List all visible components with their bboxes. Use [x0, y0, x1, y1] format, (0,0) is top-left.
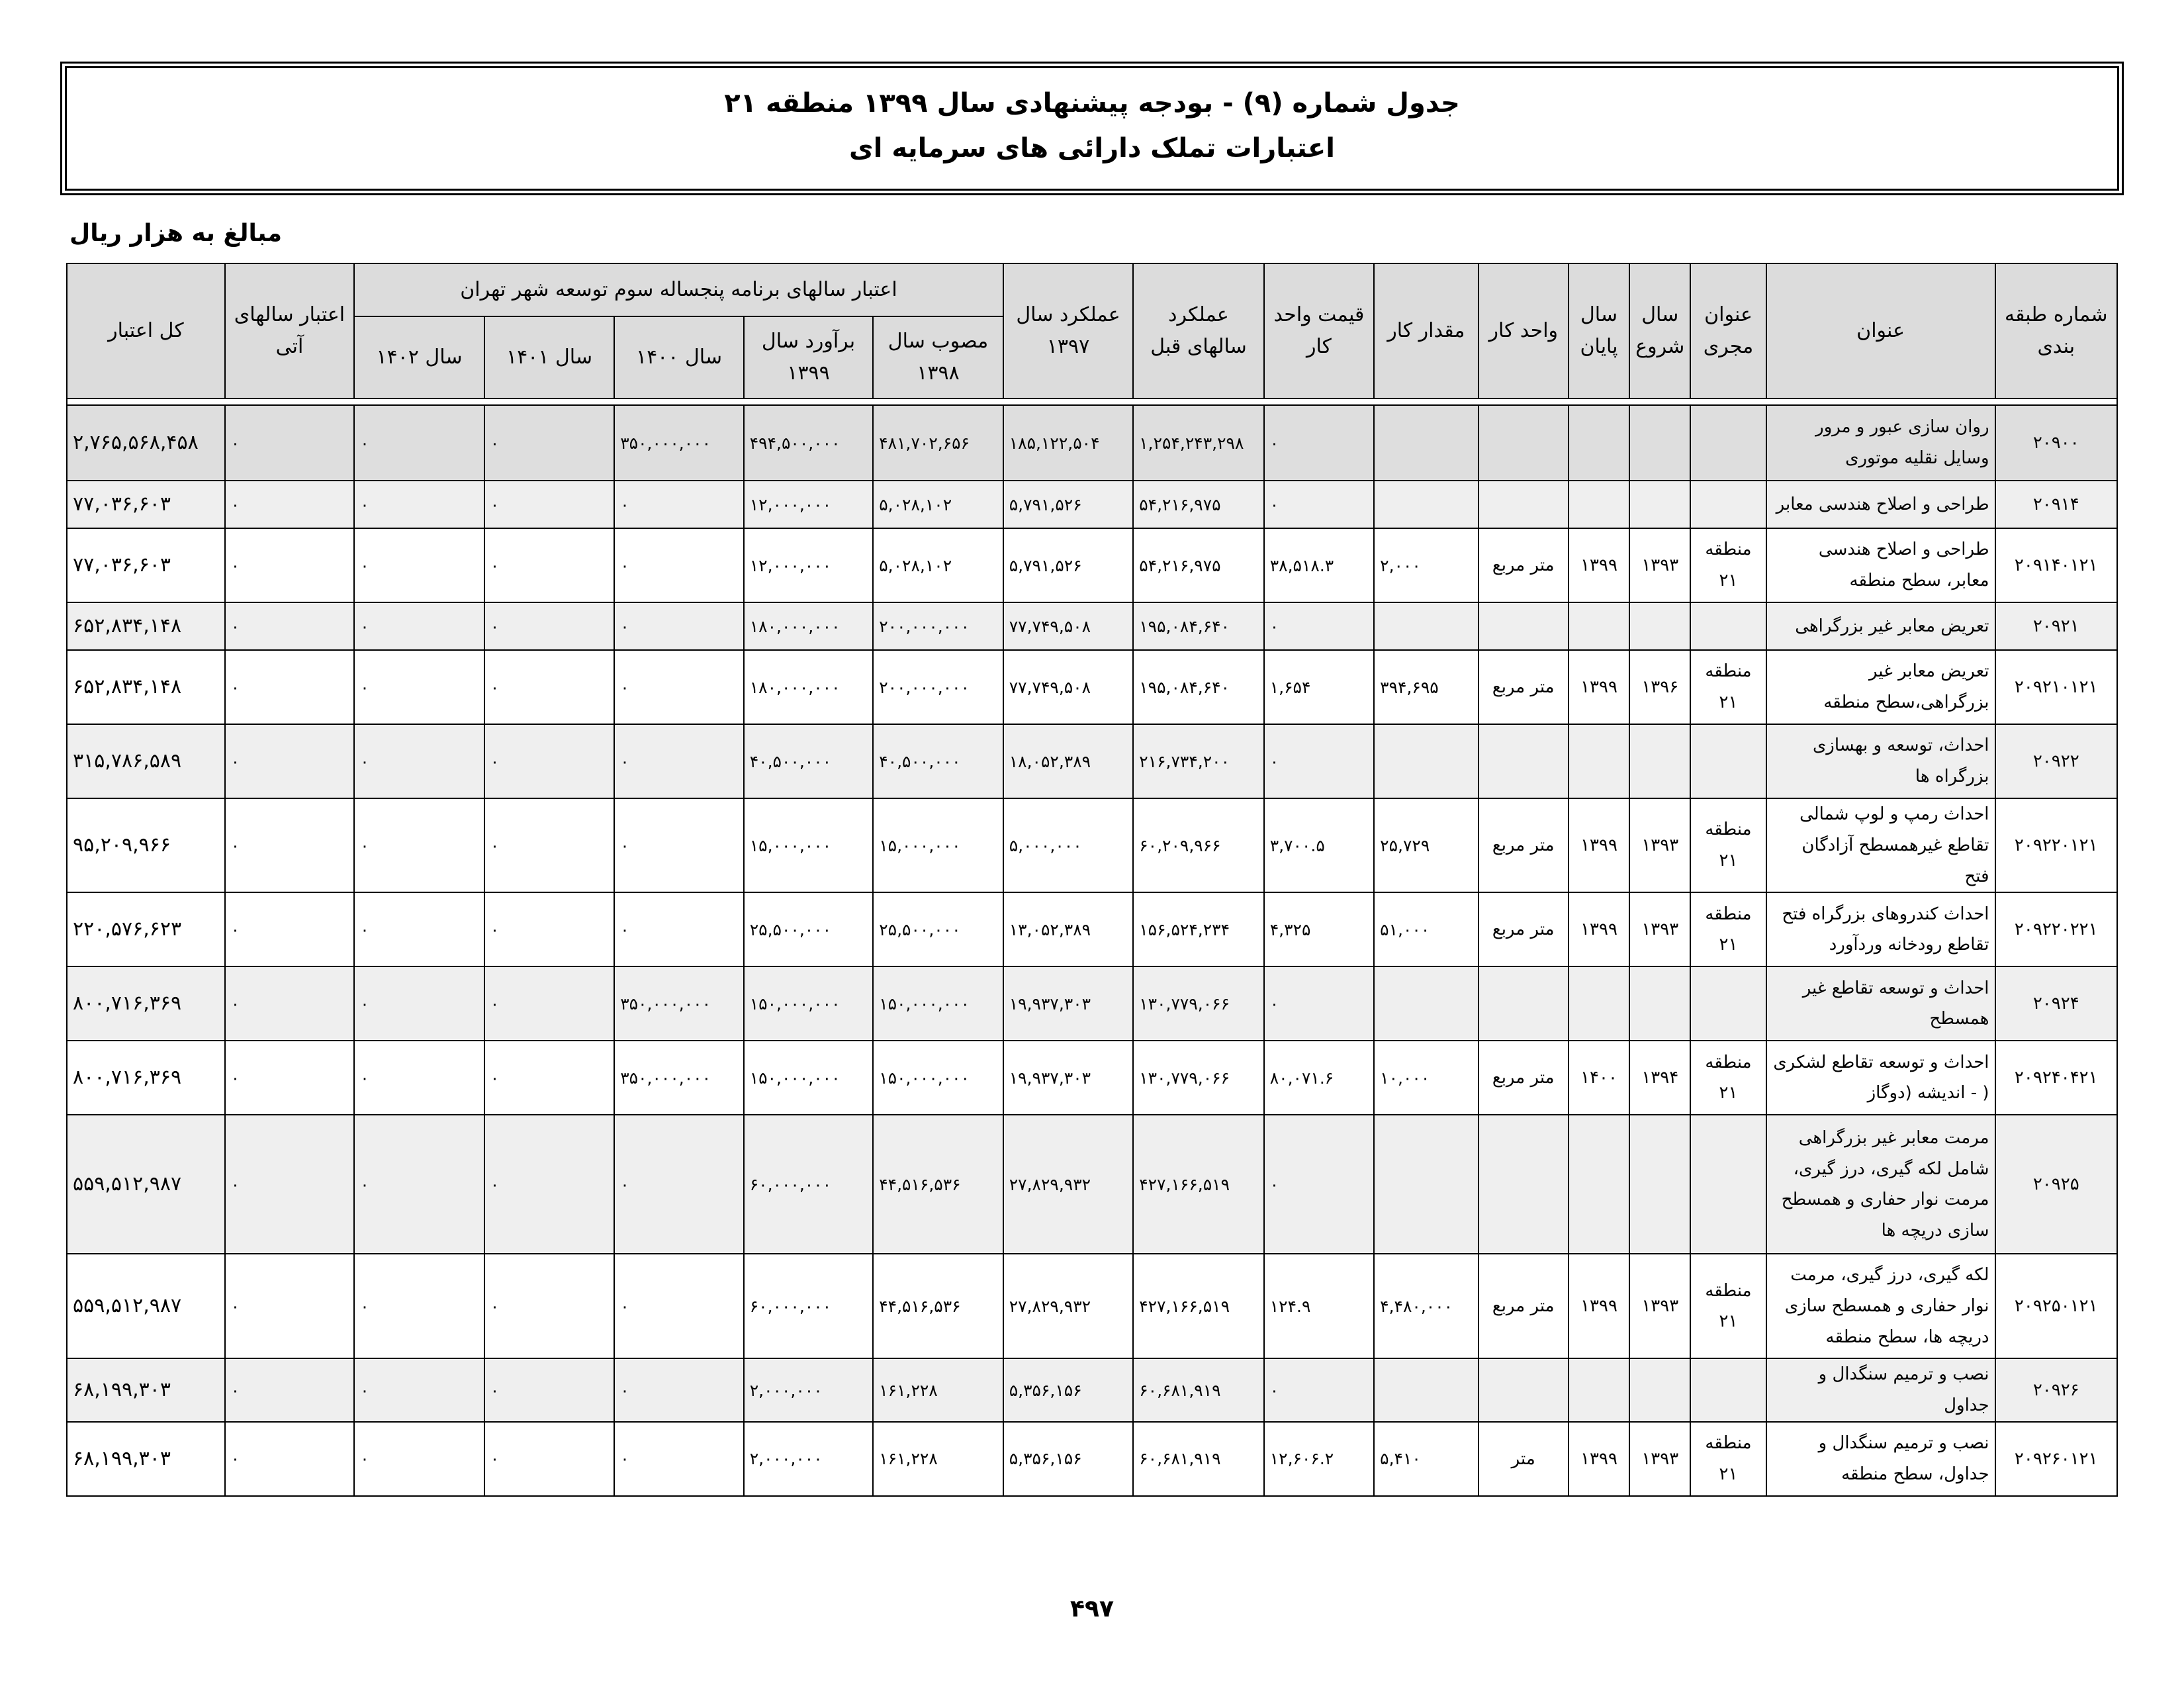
cell-year-1400: ۰	[614, 650, 744, 724]
table-body	[67, 405, 2117, 1496]
cell-future: ۰	[225, 724, 355, 798]
cell-approved-1398: ۴۴,۵۱۶,۵۳۶	[873, 1115, 1003, 1254]
table-row	[67, 966, 2117, 1041]
cell-total: ۶۵۲,۸۳۴,۱۴۸	[67, 650, 225, 724]
cell-executor: منطقه ۲۱	[1690, 798, 1766, 892]
cell-performance-1397: ۱۸۵,۱۲۲,۵۰۴	[1003, 405, 1134, 481]
cell-prev-performance: ۶۰,۲۰۹,۹۶۶	[1133, 798, 1264, 892]
cell-start-year	[1629, 1358, 1690, 1422]
cell-performance-1397: ۷۷,۷۴۹,۵۰۸	[1003, 650, 1134, 724]
header-future: اعتبار سالهای آتی	[225, 263, 355, 399]
cell-year-1400: ۳۵۰,۰۰۰,۰۰۰	[614, 405, 744, 481]
header-plan-group: اعتبار سالهای برنامه پنجساله سوم توسعه شهر تهران	[354, 263, 1003, 316]
cell-end-year	[1569, 405, 1629, 481]
cell-end-year: ۱۳۹۹	[1569, 798, 1629, 892]
cell-title: لکه گیری، درز گیری، مرمت نوار حفاری و همسطح سازی دریچه ها، سطح منطقه	[1766, 1254, 1995, 1358]
table-row	[67, 798, 2117, 892]
cell-code: ۲۰۹۲۵	[1995, 1115, 2117, 1254]
cell-estimate-1399: ۱۸۰,۰۰۰,۰۰۰	[744, 650, 874, 724]
cell-title: نصب و ترمیم سنگدال و جداول، سطح منطقه	[1766, 1422, 1995, 1496]
cell-estimate-1399: ۱۵۰,۰۰۰,۰۰۰	[744, 1041, 874, 1115]
cell-executor: منطقه ۲۱	[1690, 528, 1766, 602]
cell-approved-1398: ۴۴,۵۱۶,۵۳۶	[873, 1254, 1003, 1358]
cell-prev-performance: ۱۹۵,۰۸۴,۶۴۰	[1133, 602, 1264, 650]
cell-executor	[1690, 405, 1766, 481]
cell-year-1402: ۰	[354, 1358, 484, 1422]
cell-estimate-1399: ۱۲,۰۰۰,۰۰۰	[744, 528, 874, 602]
cell-approved-1398: ۱۵۰,۰۰۰,۰۰۰	[873, 1041, 1003, 1115]
table-row	[67, 602, 2117, 650]
cell-executor	[1690, 602, 1766, 650]
cell-future: ۰	[225, 1422, 355, 1496]
cell-year-1401: ۰	[484, 724, 615, 798]
cell-approved-1398: ۱۵,۰۰۰,۰۰۰	[873, 798, 1003, 892]
cell-code: ۲۰۹۲۴۰۴۲۱	[1995, 1041, 2117, 1115]
cell-year-1402: ۰	[354, 1254, 484, 1358]
cell-approved-1398: ۱۶۱,۲۲۸	[873, 1358, 1003, 1422]
cell-executor	[1690, 1115, 1766, 1254]
cell-performance-1397: ۱۹,۹۳۷,۳۰۳	[1003, 1041, 1134, 1115]
cell-code: ۲۰۹۲۲	[1995, 724, 2117, 798]
cell-future: ۰	[225, 1254, 355, 1358]
cell-executor	[1690, 966, 1766, 1041]
cell-unit	[1479, 405, 1569, 481]
cell-year-1402: ۰	[354, 892, 484, 966]
cell-year-1401: ۰	[484, 1422, 615, 1496]
header-year-1402: سال ۱۴۰۲	[354, 316, 484, 399]
cell-title: روان سازی عبور و مرور وسایل نقلیه موتوری	[1766, 405, 1995, 481]
cell-prev-performance: ۵۴,۲۱۶,۹۷۵	[1133, 528, 1264, 602]
cell-performance-1397: ۲۷,۸۲۹,۹۳۲	[1003, 1115, 1134, 1254]
cell-year-1402: ۰	[354, 1115, 484, 1254]
cell-estimate-1399: ۱۲,۰۰۰,۰۰۰	[744, 481, 874, 528]
cell-title: طراحی و اصلاح هندسی معابر	[1766, 481, 1995, 528]
cell-total: ۵۵۹,۵۱۲,۹۸۷	[67, 1254, 225, 1358]
cell-future: ۰	[225, 966, 355, 1041]
cell-year-1400: ۰	[614, 724, 744, 798]
budget-table	[66, 263, 2118, 1497]
cell-unit-price: ۰	[1264, 1358, 1374, 1422]
cell-quantity: ۵,۴۱۰	[1374, 1422, 1478, 1496]
cell-future: ۰	[225, 798, 355, 892]
table-row	[67, 724, 2117, 798]
cell-approved-1398: ۴۰,۵۰۰,۰۰۰	[873, 724, 1003, 798]
cell-quantity: ۱۰,۰۰۰	[1374, 1041, 1478, 1115]
cell-year-1400: ۳۵۰,۰۰۰,۰۰۰	[614, 1041, 744, 1115]
cell-total: ۸۰۰,۷۱۶,۳۶۹	[67, 966, 225, 1041]
cell-end-year: ۱۳۹۹	[1569, 650, 1629, 724]
cell-approved-1398: ۲۵,۵۰۰,۰۰۰	[873, 892, 1003, 966]
cell-start-year: ۱۳۹۳	[1629, 798, 1690, 892]
cell-title: تعریض معابر غیر بزرگراهی،سطح منطقه	[1766, 650, 1995, 724]
cell-estimate-1399: ۴۰,۵۰۰,۰۰۰	[744, 724, 874, 798]
cell-unit: متر	[1479, 1422, 1569, 1496]
cell-executor	[1690, 481, 1766, 528]
cell-quantity	[1374, 966, 1478, 1041]
cell-unit: متر مربع	[1479, 1254, 1569, 1358]
cell-code: ۲۰۹۲۱۰۱۲۱	[1995, 650, 2117, 724]
cell-unit-price: ۱۲,۶۰۶.۲	[1264, 1422, 1374, 1496]
cell-code: ۲۰۹۲۴	[1995, 966, 2117, 1041]
cell-total: ۲,۷۶۵,۵۶۸,۴۵۸	[67, 405, 225, 481]
cell-year-1401: ۰	[484, 1254, 615, 1358]
cell-future: ۰	[225, 405, 355, 481]
document-title: جدول شماره (۹) - بودجه پیشنهادی سال ۱۳۹۹ منطقه ۲۱	[724, 88, 1460, 118]
cell-performance-1397: ۱۳,۰۵۲,۳۸۹	[1003, 892, 1134, 966]
cell-total: ۶۵۲,۸۳۴,۱۴۸	[67, 602, 225, 650]
cell-title: احداث و توسعه تقاطع لشکری ( - اندیشه (دوگاز	[1766, 1041, 1995, 1115]
cell-performance-1397: ۷۷,۷۴۹,۵۰۸	[1003, 602, 1134, 650]
cell-quantity: ۲,۰۰۰	[1374, 528, 1478, 602]
cell-unit: متر مربع	[1479, 798, 1569, 892]
cell-code: ۲۰۹۱۴	[1995, 481, 2117, 528]
cell-total: ۹۵,۲۰۹,۹۶۶	[67, 798, 225, 892]
cell-unit-price: ۰	[1264, 405, 1374, 481]
cell-future: ۰	[225, 892, 355, 966]
cell-future: ۰	[225, 602, 355, 650]
cell-approved-1398: ۴۸۱,۷۰۲,۶۵۶	[873, 405, 1003, 481]
header-performance-1397: عملکرد سال ۱۳۹۷	[1003, 263, 1134, 399]
cell-estimate-1399: ۶۰,۰۰۰,۰۰۰	[744, 1115, 874, 1254]
cell-quantity	[1374, 602, 1478, 650]
cell-unit-price: ۰	[1264, 966, 1374, 1041]
cell-quantity	[1374, 481, 1478, 528]
cell-prev-performance: ۱,۲۵۴,۲۴۳,۲۹۸	[1133, 405, 1264, 481]
cell-quantity	[1374, 1115, 1478, 1254]
table-row	[67, 1041, 2117, 1115]
cell-estimate-1399: ۲۵,۵۰۰,۰۰۰	[744, 892, 874, 966]
cell-performance-1397: ۵,۷۹۱,۵۲۶	[1003, 528, 1134, 602]
cell-unit-price: ۱,۶۵۴	[1264, 650, 1374, 724]
page-number: ۴۹۷	[1070, 1595, 1114, 1622]
cell-approved-1398: ۲۰۰,۰۰۰,۰۰۰	[873, 650, 1003, 724]
cell-unit	[1479, 966, 1569, 1041]
cell-unit	[1479, 481, 1569, 528]
cell-end-year	[1569, 724, 1629, 798]
cell-prev-performance: ۵۴,۲۱۶,۹۷۵	[1133, 481, 1264, 528]
cell-year-1401: ۰	[484, 405, 615, 481]
header-prev-performance: عملکرد سالهای قبل	[1133, 263, 1264, 399]
header-year-1401: سال ۱۴۰۱	[484, 316, 615, 399]
cell-year-1401: ۰	[484, 892, 615, 966]
cell-unit-price: ۰	[1264, 602, 1374, 650]
cell-year-1401: ۰	[484, 1115, 615, 1254]
cell-future: ۰	[225, 1041, 355, 1115]
cell-estimate-1399: ۱۵۰,۰۰۰,۰۰۰	[744, 966, 874, 1041]
cell-year-1401: ۰	[484, 602, 615, 650]
cell-executor	[1690, 1358, 1766, 1422]
cell-unit: متر مربع	[1479, 1041, 1569, 1115]
cell-year-1400: ۰	[614, 528, 744, 602]
cell-estimate-1399: ۱۵,۰۰۰,۰۰۰	[744, 798, 874, 892]
header-code: شماره طبقه بندی	[1995, 263, 2117, 399]
cell-end-year: ۱۴۰۰	[1569, 1041, 1629, 1115]
cell-year-1401: ۰	[484, 1358, 615, 1422]
cell-total: ۶۸,۱۹۹,۳۰۳	[67, 1422, 225, 1496]
cell-end-year	[1569, 966, 1629, 1041]
header-year-1400: سال ۱۴۰۰	[614, 316, 744, 399]
cell-prev-performance: ۱۳۰,۷۷۹,۰۶۶	[1133, 1041, 1264, 1115]
cell-start-year: ۱۳۹۶	[1629, 650, 1690, 724]
cell-title: احداث و توسعه تقاطع غیر همسطح	[1766, 966, 1995, 1041]
cell-year-1401: ۰	[484, 481, 615, 528]
cell-year-1402: ۰	[354, 966, 484, 1041]
cell-total: ۷۷,۰۳۶,۶۰۳	[67, 481, 225, 528]
cell-title: احداث رمپ و لوپ شمالی تقاطع غیرهمسطح آزادگان فتح	[1766, 798, 1995, 892]
cell-unit: متر مربع	[1479, 892, 1569, 966]
header-approved-1398: مصوب سال ۱۳۹۸	[873, 316, 1003, 399]
cell-total: ۵۵۹,۵۱۲,۹۸۷	[67, 1115, 225, 1254]
document-subtitle: اعتبارات تملک دارائی های سرمایه ای	[849, 133, 1335, 164]
cell-executor	[1690, 724, 1766, 798]
cell-year-1401: ۰	[484, 966, 615, 1041]
cell-code: ۲۰۹۲۶۰۱۲۱	[1995, 1422, 2117, 1496]
table-row	[67, 892, 2117, 966]
header-quantity: مقدار کار	[1374, 263, 1478, 399]
cell-unit: متر مربع	[1479, 528, 1569, 602]
cell-end-year	[1569, 1115, 1629, 1254]
cell-quantity: ۴,۴۸۰,۰۰۰	[1374, 1254, 1478, 1358]
cell-title: مرمت معابر غیر بزرگراهی شامل لکه گیری، درز گیری، مرمت نوار حفاری و همسطح سازی دریچه ها	[1766, 1115, 1995, 1254]
cell-code: ۲۰۹۲۲۰۲۲۱	[1995, 892, 2117, 966]
cell-start-year	[1629, 405, 1690, 481]
header-estimate-1399: برآورد سال ۱۳۹۹	[744, 316, 874, 399]
cell-title: تعریض معابر غیر بزرگراهی	[1766, 602, 1995, 650]
cell-year-1401: ۰	[484, 1041, 615, 1115]
cell-prev-performance: ۴۲۷,۱۶۶,۵۱۹	[1133, 1254, 1264, 1358]
cell-end-year: ۱۳۹۹	[1569, 1422, 1629, 1496]
cell-start-year	[1629, 966, 1690, 1041]
cell-end-year: ۱۳۹۹	[1569, 1254, 1629, 1358]
cell-executor: منطقه ۲۱	[1690, 1041, 1766, 1115]
table-row	[67, 481, 2117, 528]
cell-executor: منطقه ۲۱	[1690, 1254, 1766, 1358]
cell-year-1400: ۰	[614, 798, 744, 892]
cell-estimate-1399: ۴۹۴,۵۰۰,۰۰۰	[744, 405, 874, 481]
table-row	[67, 1422, 2117, 1496]
cell-year-1401: ۰	[484, 798, 615, 892]
cell-prev-performance: ۶۰,۶۸۱,۹۱۹	[1133, 1422, 1264, 1496]
cell-future: ۰	[225, 650, 355, 724]
cell-year-1400: ۰	[614, 1115, 744, 1254]
cell-estimate-1399: ۶۰,۰۰۰,۰۰۰	[744, 1254, 874, 1358]
cell-estimate-1399: ۱۸۰,۰۰۰,۰۰۰	[744, 602, 874, 650]
header-unit: واحد کار	[1479, 263, 1569, 399]
cell-performance-1397: ۵,۳۵۶,۱۵۶	[1003, 1422, 1134, 1496]
header-total: کل اعتبار	[67, 263, 225, 399]
cell-unit	[1479, 724, 1569, 798]
cell-end-year	[1569, 1358, 1629, 1422]
cell-start-year	[1629, 1115, 1690, 1254]
cell-title: نصب و ترمیم سنگدال و جداول	[1766, 1358, 1995, 1422]
table-row	[67, 1115, 2117, 1254]
cell-code: ۲۰۹۲۲۰۱۲۱	[1995, 798, 2117, 892]
cell-year-1402: ۰	[354, 650, 484, 724]
cell-executor: منطقه ۲۱	[1690, 1422, 1766, 1496]
cell-year-1402: ۰	[354, 1422, 484, 1496]
cell-prev-performance: ۲۱۶,۷۳۴,۲۰۰	[1133, 724, 1264, 798]
cell-future: ۰	[225, 528, 355, 602]
cell-approved-1398: ۱۵۰,۰۰۰,۰۰۰	[873, 966, 1003, 1041]
table-row	[67, 1254, 2117, 1358]
cell-total: ۸۰۰,۷۱۶,۳۶۹	[67, 1041, 225, 1115]
cell-performance-1397: ۱۸,۰۵۲,۳۸۹	[1003, 724, 1134, 798]
cell-year-1401: ۰	[484, 650, 615, 724]
header-unit-price: قیمت واحد کار	[1264, 263, 1374, 399]
cell-prev-performance: ۴۲۷,۱۶۶,۵۱۹	[1133, 1115, 1264, 1254]
cell-start-year	[1629, 602, 1690, 650]
header-start-year: سال شروع	[1629, 263, 1690, 399]
cell-code: ۲۰۹۲۱	[1995, 602, 2117, 650]
cell-unit-price: ۱۲۴.۹	[1264, 1254, 1374, 1358]
cell-unit-price: ۳۸,۵۱۸.۳	[1264, 528, 1374, 602]
cell-total: ۲۲۰,۵۷۶,۶۲۳	[67, 892, 225, 966]
cell-estimate-1399: ۲,۰۰۰,۰۰۰	[744, 1358, 874, 1422]
cell-future: ۰	[225, 481, 355, 528]
cell-estimate-1399: ۲,۰۰۰,۰۰۰	[744, 1422, 874, 1496]
cell-title: احداث، توسعه و بهسازی بزرگراه ها	[1766, 724, 1995, 798]
cell-prev-performance: ۶۰,۶۸۱,۹۱۹	[1133, 1358, 1264, 1422]
cell-year-1400: ۰	[614, 602, 744, 650]
cell-start-year: ۱۳۹۳	[1629, 892, 1690, 966]
cell-code: ۲۰۹۱۴۰۱۲۱	[1995, 528, 2117, 602]
cell-unit	[1479, 1115, 1569, 1254]
cell-quantity: ۲۵,۷۲۹	[1374, 798, 1478, 892]
cell-unit: متر مربع	[1479, 650, 1569, 724]
cell-quantity	[1374, 405, 1478, 481]
cell-year-1402: ۰	[354, 481, 484, 528]
cell-quantity	[1374, 1358, 1478, 1422]
cell-year-1402: ۰	[354, 602, 484, 650]
cell-start-year	[1629, 724, 1690, 798]
cell-future: ۰	[225, 1358, 355, 1422]
table-row	[67, 650, 2117, 724]
cell-year-1400: ۰	[614, 1254, 744, 1358]
header-end-year: سال پایان	[1569, 263, 1629, 399]
cell-approved-1398: ۵,۰۲۸,۱۰۲	[873, 481, 1003, 528]
cell-end-year	[1569, 602, 1629, 650]
cell-total: ۶۸,۱۹۹,۳۰۳	[67, 1358, 225, 1422]
cell-quantity	[1374, 724, 1478, 798]
cell-total: ۳۱۵,۷۸۶,۵۸۹	[67, 724, 225, 798]
cell-unit-price: ۰	[1264, 724, 1374, 798]
cell-year-1402: ۰	[354, 405, 484, 481]
cell-executor: منطقه ۲۱	[1690, 892, 1766, 966]
cell-start-year	[1629, 481, 1690, 528]
cell-approved-1398: ۱۶۱,۲۲۸	[873, 1422, 1003, 1496]
cell-year-1402: ۰	[354, 798, 484, 892]
cell-start-year: ۱۳۹۴	[1629, 1041, 1690, 1115]
cell-unit-price: ۳,۷۰۰.۵	[1264, 798, 1374, 892]
cell-year-1400: ۳۵۰,۰۰۰,۰۰۰	[614, 966, 744, 1041]
cell-unit-price: ۰	[1264, 481, 1374, 528]
cell-end-year: ۱۳۹۹	[1569, 892, 1629, 966]
cell-total: ۷۷,۰۳۶,۶۰۳	[67, 528, 225, 602]
cell-performance-1397: ۵,۰۰۰,۰۰۰	[1003, 798, 1134, 892]
cell-year-1401: ۰	[484, 528, 615, 602]
cell-end-year: ۱۳۹۹	[1569, 528, 1629, 602]
cell-unit-price: ۰	[1264, 1115, 1374, 1254]
cell-performance-1397: ۱۹,۹۳۷,۳۰۳	[1003, 966, 1134, 1041]
table-row	[67, 405, 2117, 481]
cell-performance-1397: ۵,۳۵۶,۱۵۶	[1003, 1358, 1134, 1422]
cell-year-1400: ۰	[614, 1422, 744, 1496]
cell-unit-price: ۸۰,۰۷۱.۶	[1264, 1041, 1374, 1115]
cell-start-year: ۱۳۹۳	[1629, 1422, 1690, 1496]
table-row	[67, 528, 2117, 602]
cell-code: ۲۰۹۲۶	[1995, 1358, 2117, 1422]
cell-future: ۰	[225, 1115, 355, 1254]
table-row	[67, 1358, 2117, 1422]
cell-prev-performance: ۱۹۵,۰۸۴,۶۴۰	[1133, 650, 1264, 724]
cell-year-1400: ۰	[614, 1358, 744, 1422]
cell-year-1402: ۰	[354, 528, 484, 602]
cell-unit	[1479, 1358, 1569, 1422]
cell-prev-performance: ۱۳۰,۷۷۹,۰۶۶	[1133, 966, 1264, 1041]
cell-unit	[1479, 602, 1569, 650]
cell-end-year	[1569, 481, 1629, 528]
cell-executor: منطقه ۲۱	[1690, 650, 1766, 724]
cell-performance-1397: ۲۷,۸۲۹,۹۳۲	[1003, 1254, 1134, 1358]
title-box	[65, 66, 2119, 191]
cell-year-1402: ۰	[354, 1041, 484, 1115]
cell-approved-1398: ۵,۰۲۸,۱۰۲	[873, 528, 1003, 602]
cell-quantity: ۳۹۴,۶۹۵	[1374, 650, 1478, 724]
header-executor: عنوان مجری	[1690, 263, 1766, 399]
cell-year-1400: ۰	[614, 892, 744, 966]
cell-performance-1397: ۵,۷۹۱,۵۲۶	[1003, 481, 1134, 528]
cell-code: ۲۰۹۰۰	[1995, 405, 2117, 481]
cell-unit-price: ۴,۳۲۵	[1264, 892, 1374, 966]
cell-year-1400: ۰	[614, 481, 744, 528]
header-title: عنوان	[1766, 263, 1995, 399]
unit-note: مبالغ به هزار ریال	[69, 220, 282, 247]
cell-title: طراحی و اصلاح هندسی معابر، سطح منطقه	[1766, 528, 1995, 602]
cell-start-year: ۱۳۹۳	[1629, 1254, 1690, 1358]
cell-code: ۲۰۹۲۵۰۱۲۱	[1995, 1254, 2117, 1358]
cell-prev-performance: ۱۵۶,۵۲۴,۲۳۴	[1133, 892, 1264, 966]
cell-year-1402: ۰	[354, 724, 484, 798]
cell-start-year: ۱۳۹۳	[1629, 528, 1690, 602]
cell-quantity: ۵۱,۰۰۰	[1374, 892, 1478, 966]
cell-title: احداث کندروهای بزرگراه فتح تقاطع رودخانه وردآورد	[1766, 892, 1995, 966]
cell-approved-1398: ۲۰۰,۰۰۰,۰۰۰	[873, 602, 1003, 650]
